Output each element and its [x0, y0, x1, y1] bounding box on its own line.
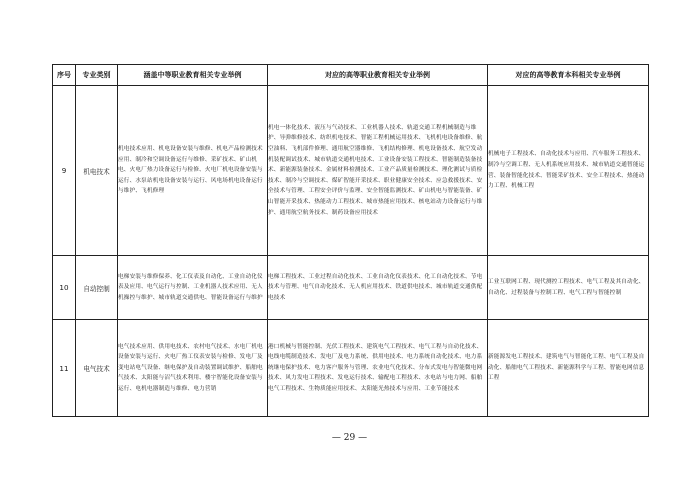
- page-number: — 29 —: [331, 433, 368, 443]
- row-seq: 10: [53, 256, 76, 320]
- table-header-row: [53, 65, 649, 86]
- header-bachelor-examples: 对应的高等教育本科相关专业举例: [488, 65, 649, 86]
- row-bachelor-examples: 新能源发电工程技术、建筑电气与智能化工程、电气工程及自动化、船舶电气工程技术、新能源科学与工程、智能电网信息工程: [488, 320, 649, 417]
- row-seq: 11: [53, 320, 76, 417]
- header-higher-examples: 对应的高等职业教育相关专业举例: [268, 65, 488, 86]
- row-secondary-examples: 电梯安装与维修保养、化工仪表及自动化、工业自动化仪表及应用、电气运行与控制、工业机器人技术应用、无人机操控与维护、城市轨道交通供电、智能设备运行与维护: [118, 256, 268, 320]
- table-row: [53, 320, 649, 417]
- row-bachelor-examples: 工业互联网工程、现代测控工程技术、电气工程及其自动化、自动化、过程装备与控制工程、电气工程与智能控制: [488, 256, 649, 320]
- row-higher-examples: 机电一体化技术、液压与气动技术、工业机器人技术、轨道交通工程机械制造与维护、导弹维修技术、纺织机电技术、智能工程机械运用技术、飞机机电设备维修、航空油料、飞机部件修理、通用航空器维修、飞机结构修理、机电设备技术、航空发动机装配调试技术、城市轨道交通机电技术、工业设备安装工程技术、智能制造装备技术、新能源装备技术、金属材料检测技术、工业产品质量检测技术、理化测试与质检技术、制冷与空调技术、煤矿智能开采技术、职业健康安全技术、应急救援技术、安全技术与管理、工程安全评价与监理、安全智能监测技术、矿山机电与智能装备、矿山智能开采技术、热能动力工程技术、城市热能应用技术、核电站动力设备运行与维护、通用航空航务技术、制药设备应用技术: [268, 86, 488, 256]
- header-secondary-examples: 涵盖中等职业教育相关专业举例: [118, 65, 268, 86]
- table-row: [53, 256, 649, 320]
- major-mapping-table: [52, 64, 649, 417]
- header-seq: 序号: [53, 65, 76, 86]
- header-category: 专业类别: [76, 65, 118, 86]
- row-bachelor-examples: 机械电子工程技术、自动化技术与应用、汽车服务工程技术、制冷与空调工程、无人机系统应用技术、城市轨道交通智能运营、装备智能化技术、智能采矿技术、安全工程技术、热能动力工程、机械工程: [488, 86, 649, 256]
- row-category: 自动控制: [76, 256, 118, 320]
- row-higher-examples: 电梯工程技术、工业过程自动化技术、工业自动化仪表技术、化工自动化技术、节电技术与管理、电气自动化技术、无人机应用技术、铁道供电技术、城市轨道交通供配电技术: [268, 256, 488, 320]
- row-category: 机电技术: [76, 86, 118, 256]
- row-secondary-examples: 电气技术应用、供用电技术、农村电气技术、水电厂机电设备安装与运行、火电厂热工仪表安装与检修、发电厂及变电站电气设备、继电保护及自动装置调试维护、船舶电气技术、太阳能与沼气技术利用、楼宇智能化设备安装与运行、电机电器制造与维修、电力营销: [118, 320, 268, 417]
- row-higher-examples: 港口机械与智能控制、光伏工程技术、建筑电气工程技术、电气工程与自动化技术、电线电缆制造技术、发电厂及电力系统、供用电技术、电力系统自动化技术、电力系统继电保护技术、电力客户服务与管理、农业电气化技术、分布式发电与智能微电网技术、风力发电工程技术、发电运行技术、输配电工程技术、水电站与电力网、船舶电气工程技术、生物质能应用技术、太阳能光热技术与应用、工业节能技术: [268, 320, 488, 417]
- table-row: [53, 86, 649, 256]
- row-secondary-examples: 机电技术应用、机电设备安装与维修、机电产品检测技术应用、制冷和空调设备运行与维修、采矿技术、矿山机电、火电厂热力设备运行与检修、火电厂机电设备安装与运行、水泵站机电设备安装与运行、风电场机电设备运行与维护、飞机修理: [118, 86, 268, 256]
- row-category: 电气技术: [76, 320, 118, 417]
- row-seq: 9: [53, 86, 76, 256]
